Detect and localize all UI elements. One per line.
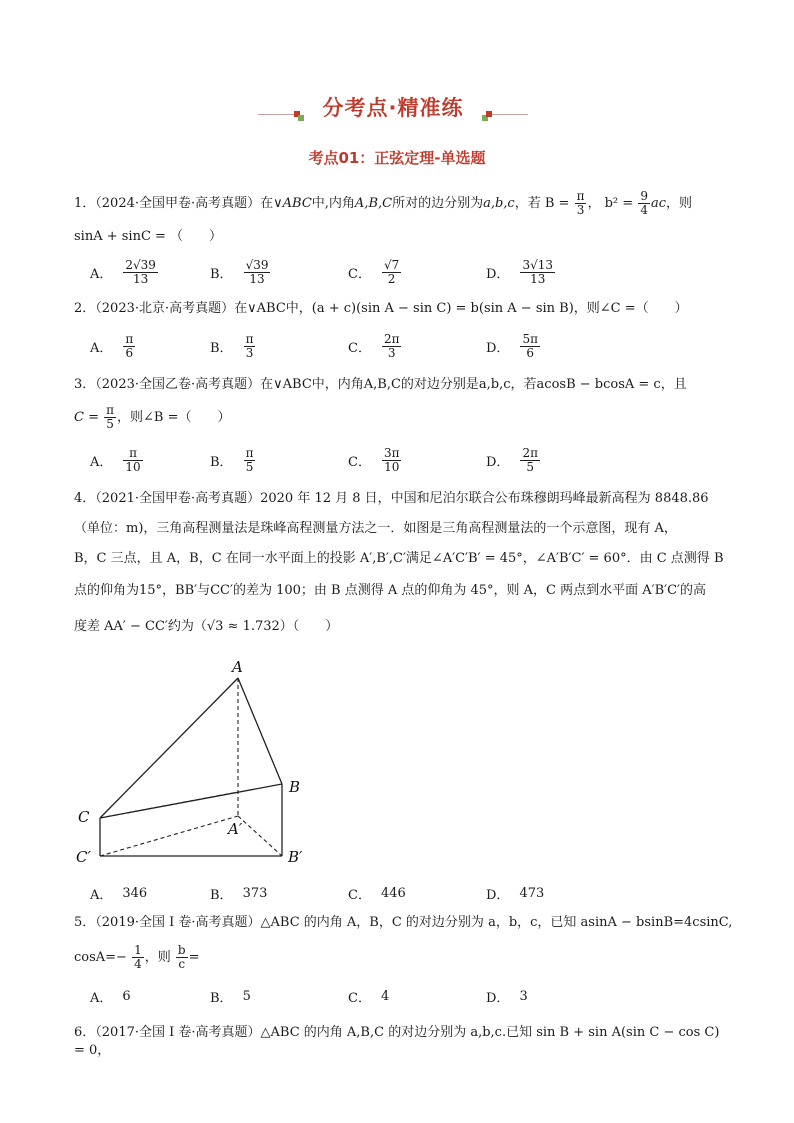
edge-ab	[238, 678, 282, 784]
question-1-options	[90, 254, 690, 290]
edge-a1b1-hidden	[238, 816, 282, 856]
option-b[interactable]: B． 373	[210, 885, 268, 903]
option-d[interactable]: D． 3	[486, 988, 528, 1006]
label-B1: B′	[288, 848, 303, 866]
edge-c1a1-hidden	[100, 816, 238, 856]
q5-fraction-cosA: $\frac{1}{4}$	[134, 943, 142, 971]
option-c[interactable]: C． 446	[348, 885, 406, 903]
header-banner	[258, 92, 528, 128]
label-A: A	[232, 658, 243, 676]
option-a[interactable]: A． $\frac{2√39}{13}$	[90, 257, 156, 286]
label-C: C	[78, 808, 90, 826]
label-B: B	[289, 778, 301, 796]
q1-text: ，若 B =	[514, 196, 570, 211]
question-3-line2: C = $\frac{\pi}{5}$ ，则∠B =（ ）	[74, 403, 231, 431]
label-C1: C′	[76, 848, 91, 866]
option-d[interactable]: D． $\frac{2\pi}{5}$	[486, 445, 538, 474]
section-subtitle: 考点01：正弦定理-单选题	[308, 149, 486, 167]
question-4-line: 点的仰角为15°，BB′与CC′的差为 100；由 B 点测得 A 点的仰角为 45°，则 A，C 两点到水平面 A′B′C′的高	[74, 583, 707, 598]
question-3-options	[90, 442, 690, 478]
q1-text: ，则	[665, 196, 692, 211]
question-1-line2: sinA + sinC = （ ）	[74, 229, 223, 244]
q3-fraction-c: $\frac{\pi}{5}$	[106, 403, 115, 431]
question-4-line: B，C 三点，且 A，B，C 在同一水平面上的投影 A′,B′,C′满足∠A′C′B′ = 45°，∠A′B′C′ = 60°．由 C 点测得 B	[74, 551, 724, 566]
option-b[interactable]: B． $\frac{\pi}{5}$	[210, 445, 254, 474]
q1-text: ac	[650, 196, 666, 211]
question-5-line2: cosA=− $\frac{1}{4}$ ，则 $\frac{b}{c}$ =	[74, 943, 200, 971]
option-c[interactable]: C． $\frac{2\pi}{3}$	[348, 331, 400, 360]
option-b[interactable]: B． 5	[210, 988, 251, 1006]
q1-sides: a,b,c	[483, 196, 515, 211]
option-d[interactable]: D． $\frac{3√13}{13}$	[486, 257, 553, 286]
q1-text: 1．（2024·全国甲卷·高考真题）在	[74, 196, 274, 211]
option-a[interactable]: A． 346	[90, 885, 148, 903]
option-d[interactable]: D． 473	[486, 885, 545, 903]
question-4-line: （单位：m)，三角高程测量法是珠峰高程测量方法之一．如图是三角高程测量法的一个示意图，现有 A，	[74, 521, 677, 536]
label-A1: A′	[228, 820, 243, 838]
option-c[interactable]: C． $\frac{√7}{2}$	[348, 257, 400, 286]
q1-fraction-k: $\frac{9}{4}$	[640, 189, 648, 217]
question-4-line: 4．（2021·全国甲卷·高考真题）2020 年 12 月 8 日，中国和尼泊尔联合公布珠穆朗玛峰最新高程为 8848.86	[74, 491, 709, 506]
q1-text: ， b² =	[587, 196, 634, 211]
banner-rule-right	[492, 114, 528, 115]
q1-fraction-b: $\frac{\pi}{3}$	[576, 189, 585, 217]
question-4-line: 度差 AA′ − CC′约为（√3 ≈ 1.732）（ ）	[74, 619, 339, 634]
q5-fraction-ratio: $\frac{b}{c}$	[177, 943, 186, 971]
edge-hidden	[100, 792, 238, 818]
option-b[interactable]: B． $\frac{\pi}{3}$	[210, 331, 254, 360]
option-c[interactable]: C． 4	[348, 988, 390, 1006]
option-a[interactable]: A． 6	[90, 988, 131, 1006]
question-5-stem: 5．（2019·全国 I 卷·高考真题）△ABC 的内角 A，B，C 的对边分别为 a，b，c，已知 asinA − bsinB=4csinC,	[74, 915, 733, 930]
question-2-stem: 2．（2023·北京·高考真题）在∨ABC中，(a + c)(sin A − sin C) = b(sin A − sin B)，则∠C =（ ）	[74, 301, 688, 316]
question-6-stem: 6．（2017·全国 I 卷·高考真题）△ABC 的内角 A,B,C 的对边分别为 a,b,c.已知 sin B + sin A(sin C − cos C) = 0，	[74, 1025, 720, 1058]
question-3-stem: 3．（2023·全国乙卷·高考真题）在∨ABC中，内角A,B,C的对边分别是a,b,c，若acosB − bcosA = c，且	[74, 377, 687, 392]
q1-triangle: ∨ABC	[273, 196, 312, 211]
page-title: 分考点·精准练	[322, 96, 464, 120]
option-a[interactable]: A． $\frac{\pi}{6}$	[90, 331, 134, 360]
edge-ac	[100, 678, 238, 818]
q1-angles: A,B,C	[354, 196, 393, 211]
q1-text: 中,内角	[311, 196, 355, 211]
q1-text: 所对的边分别为	[392, 196, 484, 211]
question-5-options	[90, 986, 690, 1022]
option-a[interactable]: A． $\frac{\pi}{10}$	[90, 445, 141, 474]
question-1-stem	[74, 190, 734, 217]
question-4-figure	[60, 650, 320, 870]
option-d[interactable]: D． $\frac{5\pi}{6}$	[486, 331, 538, 360]
option-b[interactable]: B． $\frac{√39}{13}$	[210, 257, 269, 286]
option-c[interactable]: C． $\frac{3\pi}{10}$	[348, 445, 400, 474]
banner-rule-left	[258, 114, 294, 115]
question-2-options	[90, 328, 690, 364]
